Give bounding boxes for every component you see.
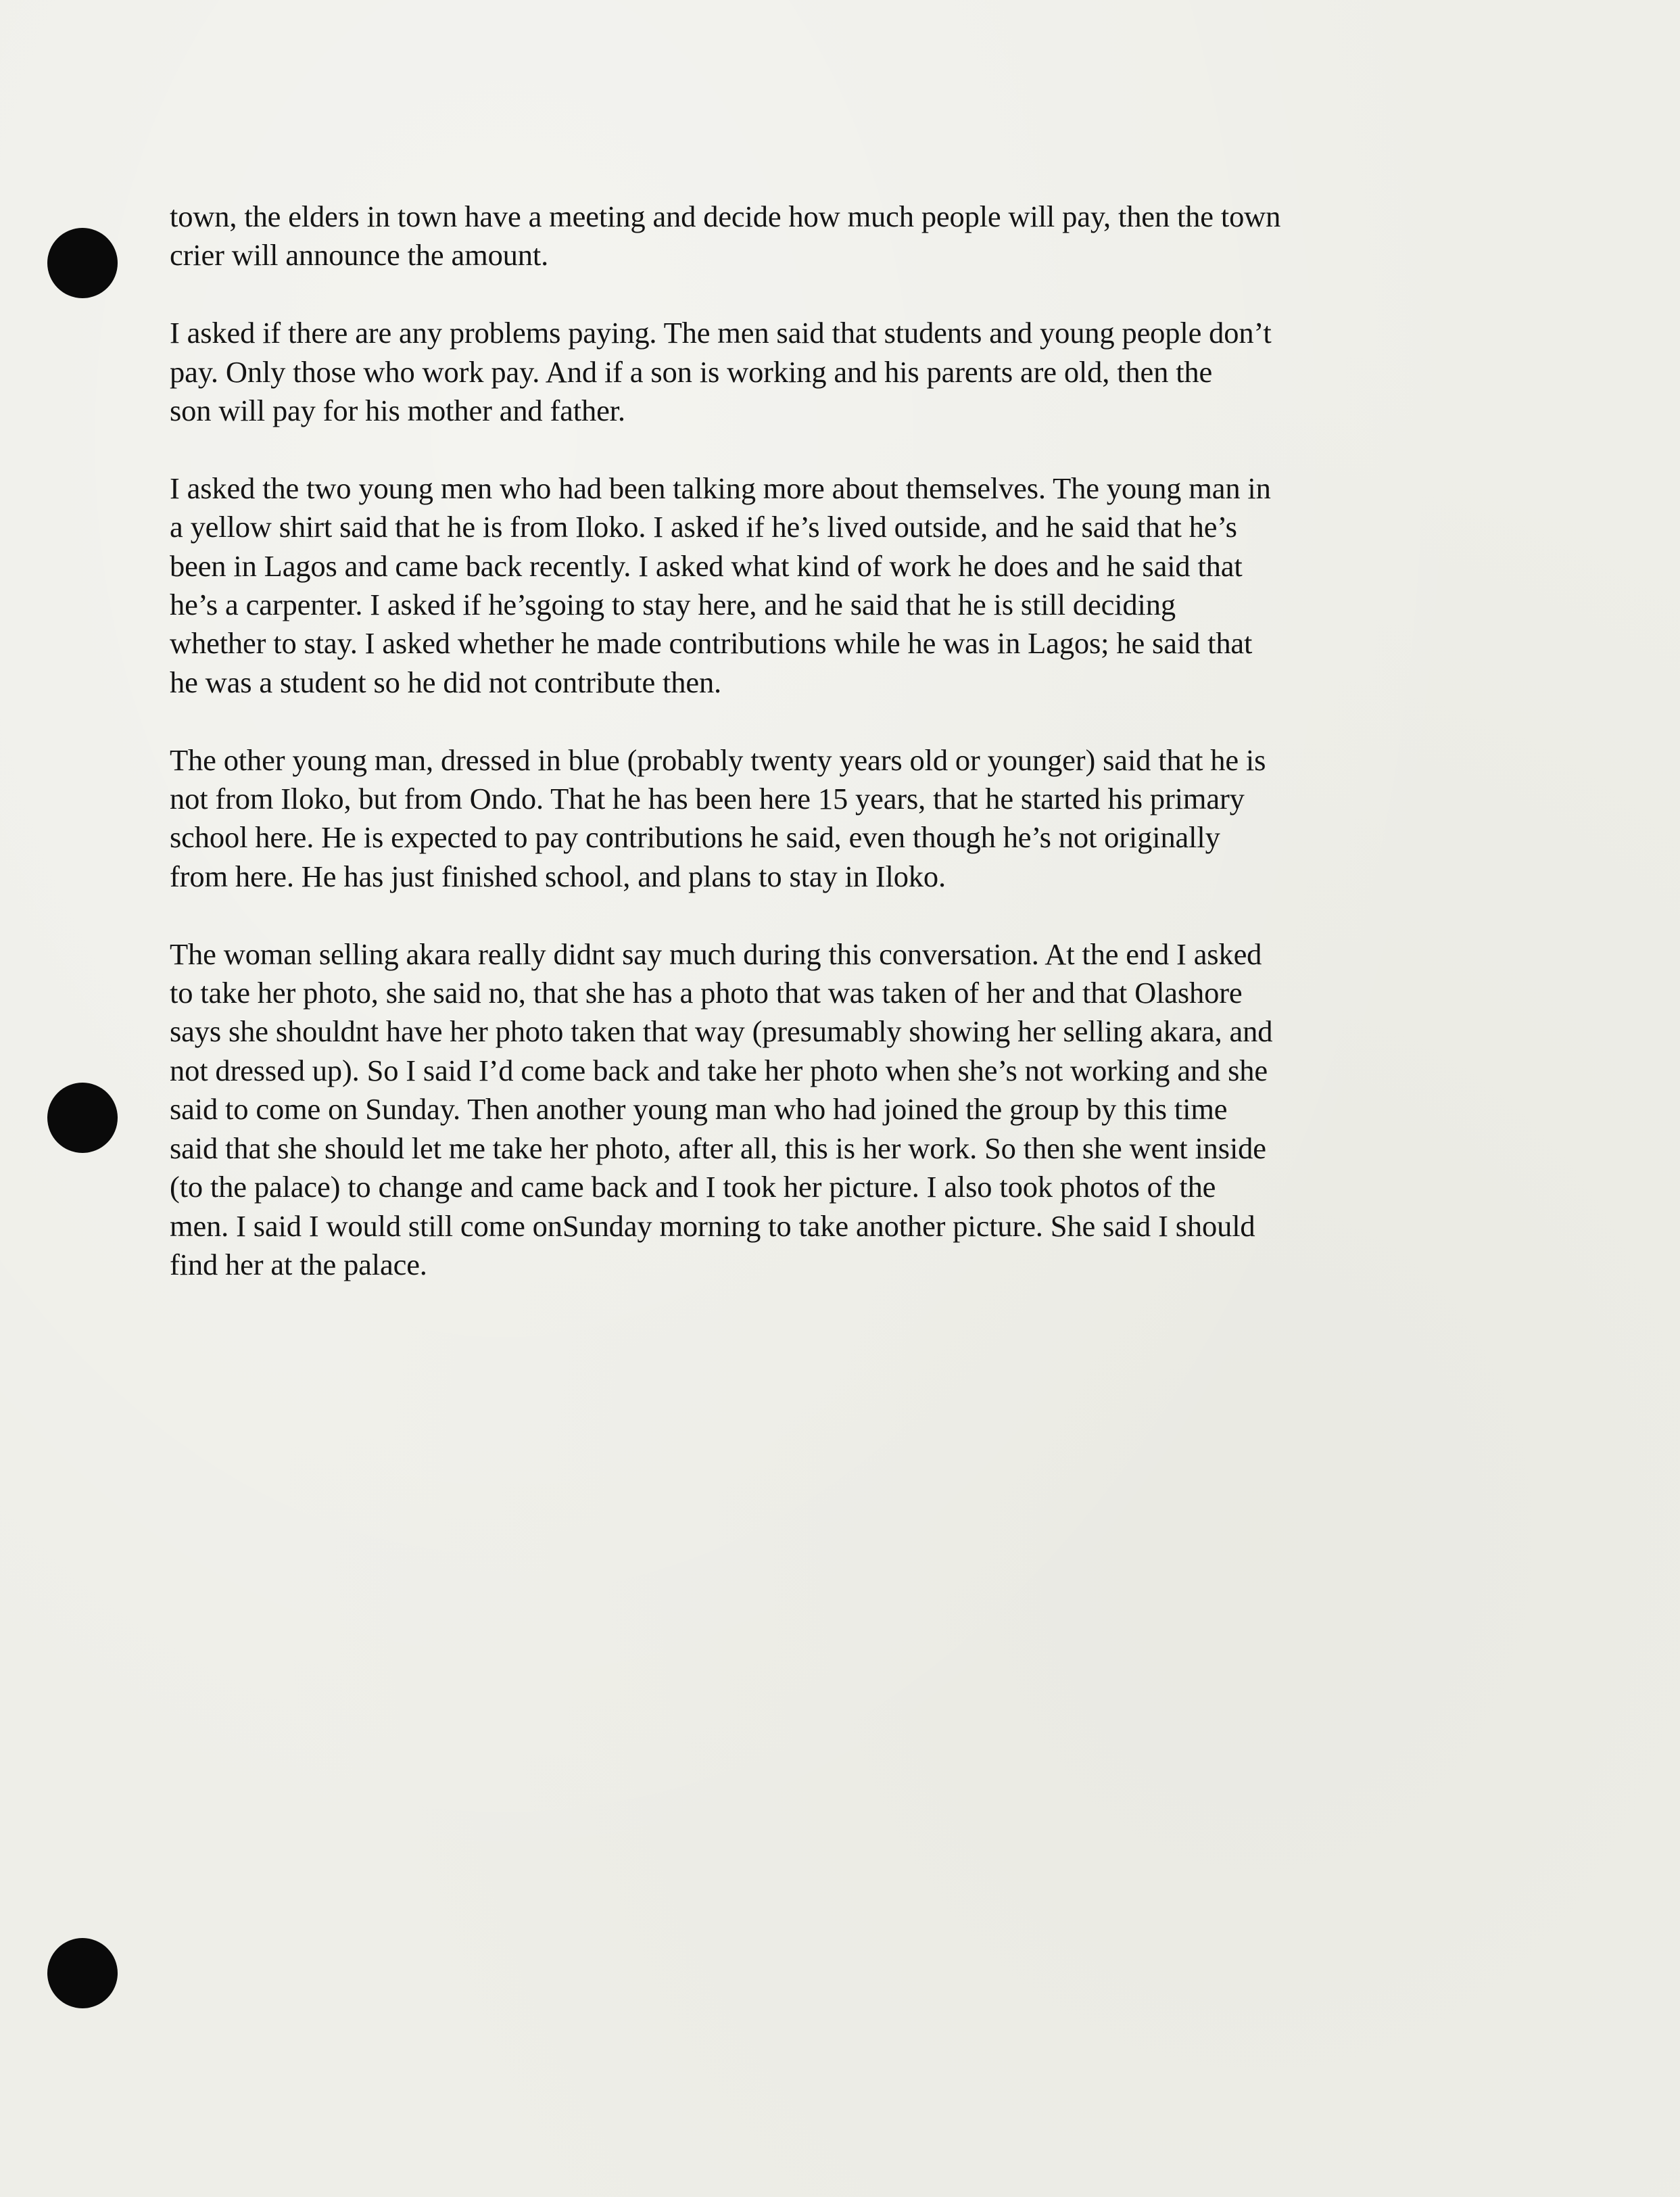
paragraph-man-in-blue: The other young man, dressed in blue (probably twenty years old or younger) said that he is not from Iloko, but from Ondo. That he has been here 15 years, that he started his primary school here. He is expected to pay contributions he said, even though he’s not originally from here. He has just finished school, and plans to stay in Iloko. [170,742,1266,893]
paragraph-young-men: I asked the two young men who had been talking more about themselves. The young man in a yellow shirt said that he is from Iloko. I asked if he’s lived outside, and he said that he’s been in Lagos and came back recently. I asked what kind of work he does and he said that he’s a carpenter. I asked if he’sgoing to stay here, and he said that he is still deciding whether to stay. I asked whether he made contributions while he was in Lagos; he said that he was a student so he did not contribute then. [170,471,1271,699]
paragraph-akara-woman: The woman selling akara really didnt say much during this conversation. At the end I asked to take her photo, she said no, that she has a photo that was taken of her and that Olashore says she shouldnt have her photo taken that way (presumably showing her selling akara, and not dressed up). So I said I’d come back and take her photo when she’s not working and she said to come on Sunday. Then another young man who had joined the group by this time said that she should let me take her photo, after all, this is her work. So then she went inside (to the palace) to change and came back and I took her picture. I also took photos of the men. I said I would still come onSunday morning to take another picture. She said I should find her at the palace. [170,937,1273,1281]
punch-hole-bottom [47,1938,118,2008]
punch-hole-middle [47,1083,118,1153]
paragraph-problems-paying: I asked if there are any problems paying. The men said that students and young people don’t pay. Only those who work pay. And if a son is working and his parents are old, then the son will pay for his mother and father. [170,316,1272,428]
document-body [170,197,1468,1323]
paragraph-town-crier: town, the elders in town have a meeting and decide how much people will pay, then the town crier will announce the amount. [170,199,1281,273]
punch-hole-top [47,228,118,298]
